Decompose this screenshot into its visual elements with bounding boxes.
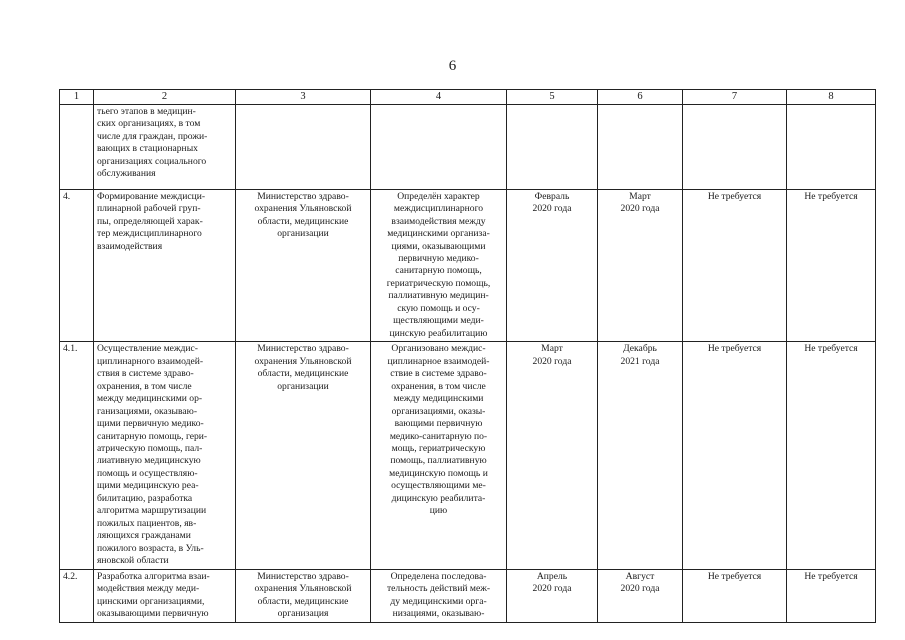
executor-cell: Министерство здраво- охранения Ульяновской области, медицинские организации	[236, 189, 371, 342]
column-8-cell: Не требуется	[787, 569, 876, 622]
end-date-cell: Март 2020 года	[598, 189, 683, 342]
page-number: 6	[448, 58, 457, 74]
result-cell	[371, 104, 507, 189]
start-date-cell: Март 2020 года	[507, 342, 598, 569]
row-number: 4.	[60, 189, 94, 342]
table-header-row	[60, 90, 876, 105]
result-cell: Определена последова- тельность действий меж- ду медицинскими орга- низациями, оказываю-	[371, 569, 507, 622]
executor-cell: Министерство здраво- охранения Ульяновской области, медицинские организация	[236, 569, 371, 622]
table-row	[60, 189, 876, 342]
plan-table	[59, 89, 876, 623]
row-number	[60, 104, 94, 189]
column-8-cell: Не требуется	[787, 342, 876, 569]
event-cell: Формирование междисци- плинарной рабочей груп- пы, определяющей харак- тер междисциплинарного взаимодействия	[94, 189, 236, 342]
column-7-cell: Не требуется	[683, 189, 787, 342]
row-number: 4.1.	[60, 342, 94, 569]
column-header: 7	[683, 90, 787, 105]
table-row	[60, 342, 876, 569]
column-header: 6	[598, 90, 683, 105]
end-date-cell: Август 2020 года	[598, 569, 683, 622]
column-7-cell: Не требуется	[683, 569, 787, 622]
result-cell: Определён характер междисциплинарного взаимодействия между медицинскими организа- циями, оказывающими первичную медико- санитарную помощь, гериатрическую помощь, паллиативную медицин- скую помощь и осу- ществляющими меди- цинскую реабилитацию	[371, 189, 507, 342]
column-header: 8	[787, 90, 876, 105]
executor-cell: Министерство здраво- охранения Ульяновской области, медицинские организации	[236, 342, 371, 569]
start-date-cell: Апрель 2020 года	[507, 569, 598, 622]
column-8-cell: Не требуется	[787, 189, 876, 342]
start-date-cell: Февраль 2020 года	[507, 189, 598, 342]
column-header: 2	[94, 90, 236, 105]
event-cell: Осуществление междис- циплинарного взаимодей- ствия в системе здраво- охранения, в том числе между медицинскими ор- ганизациями, оказываю- щими первичную медико- санитарную помощь, гери- атрическую помощь, пал- лиативную медицинскую помощь и осуществляю- щими медицинскую реа- билитацию, разработка алгоритма маршрутизации пожилых пациентов, яв- ляющихся гражданами пожилого возраста, в Уль- яновской области	[94, 342, 236, 569]
end-date-cell: Декабрь 2021 года	[598, 342, 683, 569]
event-cell: Разработка алгоритма взаи- модействия между меди- цинскими организациями, оказывающими первичную	[94, 569, 236, 622]
table-row	[60, 104, 876, 189]
executor-cell	[236, 104, 371, 189]
end-date-cell	[598, 104, 683, 189]
column-8-cell	[787, 104, 876, 189]
table-row	[60, 569, 876, 622]
result-cell: Организовано междис- циплинарное взаимодей- ствие в системе здраво- охранения, в том числе между медицинскими организациями, оказы- вающими первичную медико-санитарную по- мощь, гериатрическую помощь, паллиативную медицинскую помощь и осуществляющими ме- дицинскую реабилита- цию	[371, 342, 507, 569]
start-date-cell	[507, 104, 598, 189]
column-header: 5	[507, 90, 598, 105]
column-header: 1	[60, 90, 94, 105]
event-cell: тьего этапов в медицин- ских организациях, в том числе для граждан, прожи- вающих в стационарных организациях социального обслуживания	[94, 104, 236, 189]
column-7-cell: Не требуется	[683, 342, 787, 569]
column-7-cell	[683, 104, 787, 189]
row-number: 4.2.	[60, 569, 94, 622]
column-header: 4	[371, 90, 507, 105]
column-header: 3	[236, 90, 371, 105]
